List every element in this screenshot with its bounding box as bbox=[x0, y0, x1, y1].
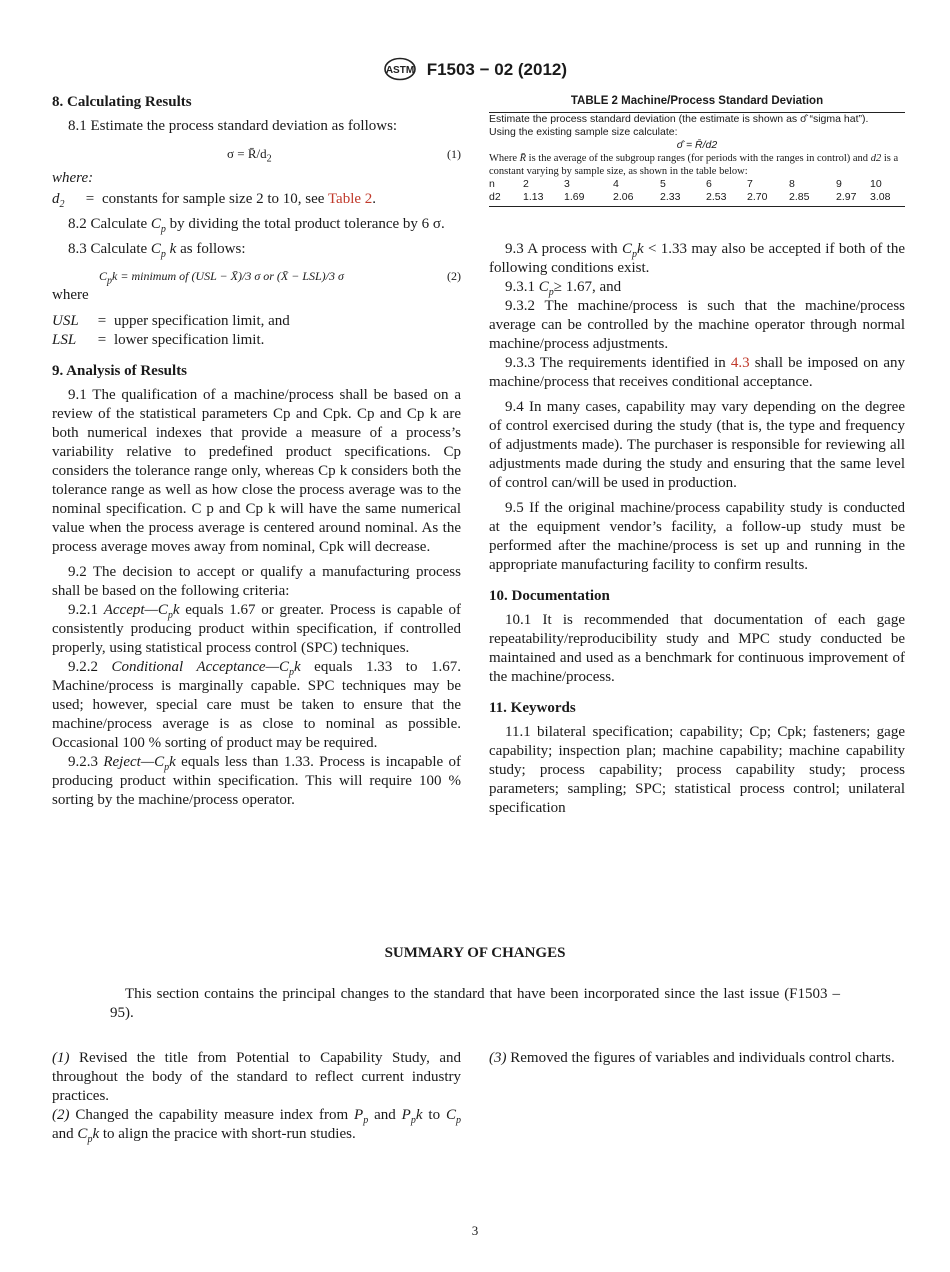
right-column bbox=[489, 93, 905, 818]
para-9-3: 9.3 A process with $C_pk < 1.33$ may also be accepted if both of the following conditions exist. bbox=[489, 241, 905, 276]
left-column bbox=[52, 93, 461, 810]
change-item-1: (1) Revised the title from Potential to Capability Study, and throughout the body of the standard to reflect current industry practices. bbox=[52, 1050, 461, 1104]
where-label: where: bbox=[52, 170, 94, 186]
table-bottom-rule bbox=[489, 206, 905, 207]
d2-constants-table bbox=[489, 178, 900, 204]
para-9-1: 9.1 The qualification of a machine/process shall be based on a review of the statistical parameters Cp and Cpk. Cp and Cp k are both numerical indexes that provide a measure of a process’s variability relative to predefined product specifications. Cp considers the tolerance range only, whereas Cp k considers both the tolerance range as well as how close the process average was to the nominal specification. C p and Cp k will have the same numerical value when the process average is centered around nominal. As the process average moves away from nominal, Cpk will decrease. bbox=[52, 387, 461, 555]
table-2 bbox=[489, 95, 905, 207]
definition-usl: USL = upper specification limit, and bbox=[52, 313, 290, 329]
para-9-5: 9.5 If the original machine/process capability study is conducted at the equipment vendor’s facility, a follow-up study must be performed after the machine/process is set up and running in the appropriate manufacturing facility to confirm results. bbox=[489, 500, 905, 573]
logo-text: ASTM bbox=[385, 65, 415, 76]
para-11-1: 11.1 bilateral specification; capability; Cp; Cpk; fasteners; gage capability; inspection plan; machine capability; machine capability study; process capability; process capability study; process parameters; sampling; SPC; statistical process control; unilateral specification bbox=[489, 724, 905, 816]
section-10-heading: 10. Documentation bbox=[489, 588, 610, 604]
equation-2 bbox=[52, 264, 461, 288]
change-item-2: (2) Changed the capability measure index from $P_p$ and $P_pk$ to $C_p$ and $C_pk$ to align the pracice with short-run studies. bbox=[52, 1107, 461, 1145]
summary-title: SUMMARY OF CHANGES bbox=[384, 945, 566, 961]
table-row-n: n 2 3 4 5 6 7 8 9 10 bbox=[489, 178, 882, 190]
para-8-1: 8.1 Estimate the process standard deviation as follows: bbox=[68, 118, 398, 134]
summary-right-column bbox=[489, 1049, 905, 1068]
para-9-2-2: 9.2.2 Conditional $Acceptance—C_pk$ equals 1.33 to 1.67. Machine/process is marginally capable. SPC techniques may be used; however, special care must be taken to ensure that the machine/process average is as close to nominal as possible. Occasional 100 % sorting of product may be required. bbox=[52, 659, 461, 751]
section-9-heading: 9. Analysis of Results bbox=[52, 363, 188, 379]
where-label-2: where bbox=[52, 287, 89, 303]
equation-1-number: (1) bbox=[447, 147, 461, 161]
equation-2-body: $C_pk$ = minimum of (USL − X̄)/3 σ or (X̄ − LSL)/3 σ bbox=[99, 269, 344, 287]
change-item-3: (3) Removed the figures of variables and individuals control charts. bbox=[489, 1050, 895, 1066]
page-header bbox=[0, 57, 950, 81]
table-2-line-1: Estimate the process standard deviation (the estimate is shown as σ̂ “sigma hat”). bbox=[489, 113, 869, 125]
para-8-2: 8.2 Calculate $C_p$ by dividing the total product tolerance by 6 σ. bbox=[68, 216, 445, 235]
d2-description: constants for sample size 2 to 10, see Table 2. bbox=[102, 191, 377, 207]
para-10-1: 10.1 It is recommended that documentation of each gage repeatability/reproducibility study and MPC study conducted be maintained and used as a benchmark for continuous improvement of the machine/process. bbox=[489, 612, 905, 685]
section-8-heading: 8. Calculating Results bbox=[52, 94, 192, 110]
equation-1 bbox=[52, 142, 461, 166]
para-8-3: 8.3 Calculate $C_p$ k as follows: bbox=[68, 241, 246, 260]
d2-term: $d_2$ bbox=[52, 191, 65, 210]
table-2-link[interactable]: Table 2 bbox=[327, 191, 373, 207]
definition-lsl: LSL = lower specification limit. bbox=[52, 332, 265, 348]
section-11-heading: 11. Keywords bbox=[489, 700, 576, 716]
para-9-3-1: 9.3.1 $C_p\ge 1.67$, and bbox=[505, 279, 622, 298]
definition-d2: $d_2$ = constants for sample size 2 to 10, see Table 2. bbox=[52, 191, 377, 210]
page-number: 3 bbox=[471, 1223, 479, 1238]
astm-logo-icon bbox=[383, 57, 417, 81]
summary-left-column bbox=[52, 1049, 461, 1144]
table-2-where: Where R̄ is the average of the subgroup ranges (for periods with the ranges in control) and d2 is a constant varying by sample size, as shown in the table below: bbox=[489, 153, 899, 177]
para-9-2-3: 9.2.3 $Reject—C_pk$ equals less than 1.33. Process is incapable of producing product within specification. This will require 100 % sorting by the machine/process operator. bbox=[52, 754, 461, 808]
para-9-4: 9.4 In many cases, capability may vary depending on the degree of control exercised during the study (that is, the type and frequency of adjustments made). The purchaser is responsible for reviewing all adjustments made during the study and ensuring that the same level of control can/will be used in production. bbox=[489, 399, 905, 491]
table-2-line-2: Using the existing sample size calculate: bbox=[489, 126, 678, 138]
para-9-3-3: 9.3.3 The requirements identified in 4.3 shall be imposed on any machine/process that receives conditional acceptance. bbox=[489, 355, 905, 390]
section-4-3-link[interactable]: 4.3 bbox=[730, 355, 750, 371]
summary-intro: This section contains the principal changes to the standard that have been incorporated since the last issue (F1503 – 95). bbox=[110, 986, 840, 1021]
equation-1-body: $\sigma = R̄/d_2$ bbox=[227, 146, 272, 165]
equation-2-number: (2) bbox=[447, 269, 461, 283]
table-2-title: TABLE 2 Machine/Process Standard Deviation bbox=[570, 95, 824, 107]
para-9-2: 9.2 The decision to accept or qualify a manufacturing process shall be based on the following criteria: bbox=[52, 564, 461, 599]
table-row-d2: d2 1.13 1.69 2.06 2.33 2.53 2.70 2.85 2.97 3.08 bbox=[489, 191, 891, 203]
table-2-formula: σ̂ = R̄/d2 bbox=[676, 139, 718, 151]
document-id: F1503 − 02 (2012) bbox=[426, 59, 568, 79]
para-9-3-2: 9.3.2 The machine/process is such that the machine/process average can be controlled by the machine operator through normal machine/process adjustments. bbox=[489, 298, 905, 352]
para-9-2-1: 9.2.1 $Accept—C_pk$ equals 1.67 or greater. Process is capable of consistently producing product within specification, if controlled properly, using statistical process control (SPC) techniques. bbox=[52, 602, 461, 656]
